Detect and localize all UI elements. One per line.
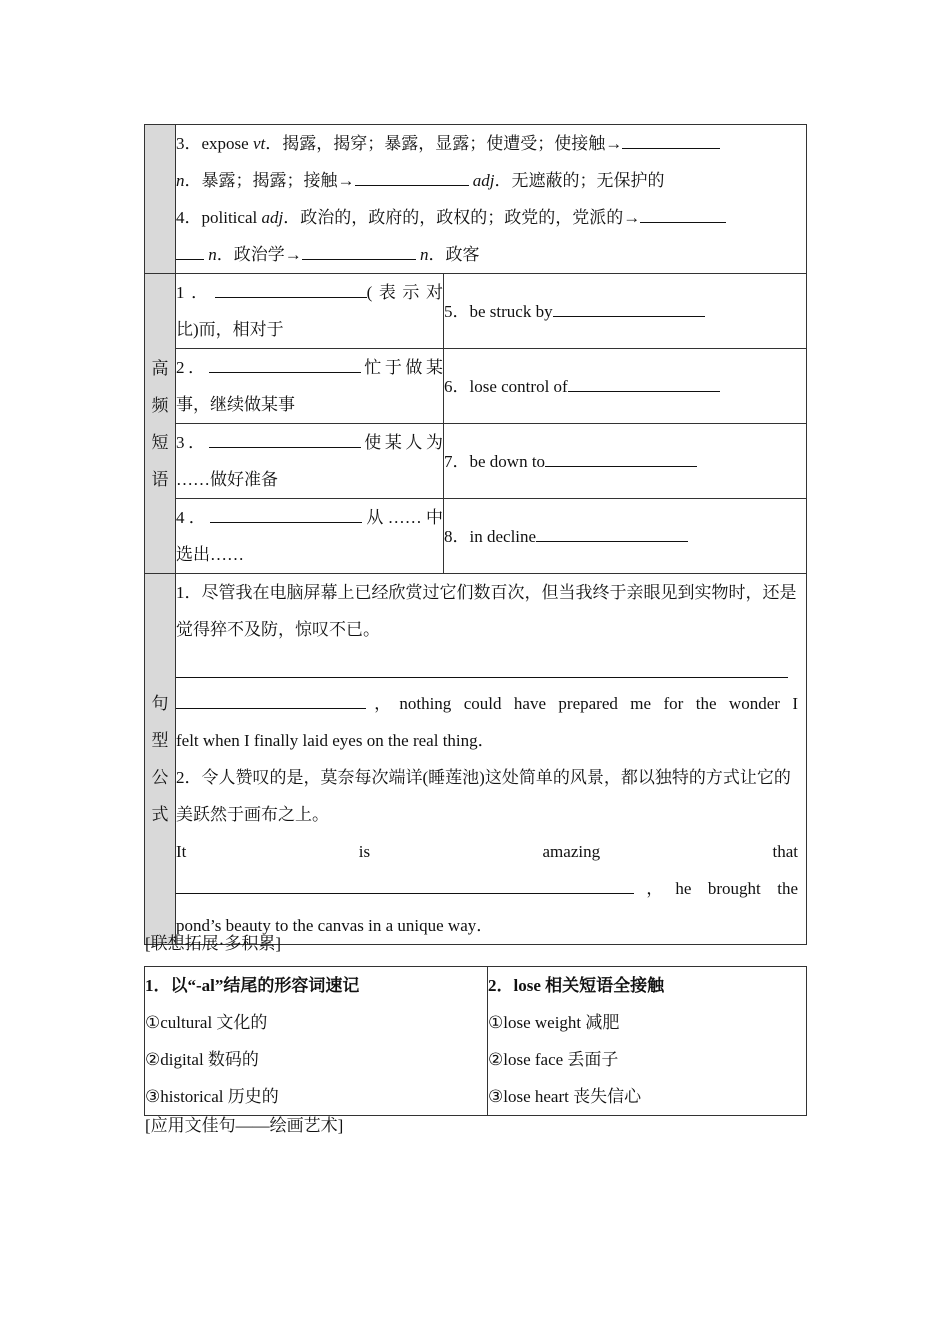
answer-blank[interactable] xyxy=(568,375,720,392)
answer-blank[interactable] xyxy=(210,506,362,523)
phrase-right-7 xyxy=(444,424,807,499)
vocab-cell xyxy=(176,125,807,274)
item-number: 4． xyxy=(176,208,202,227)
phrases-section-label xyxy=(145,274,176,574)
vocab-item-4 xyxy=(176,199,806,236)
sentence-2-chinese: 2．令人赞叹的是，莫奈每次端详(睡莲池)这处简单的风景，都以独特的方式让它的美跃然于画布之上。 xyxy=(176,768,791,824)
association-item: ①cultural 文化的 xyxy=(145,1013,268,1032)
definition: ．无遮蔽的；无保护的 xyxy=(494,171,665,190)
association-table xyxy=(144,966,807,1116)
item-number: 8． xyxy=(444,526,470,546)
vocab-item-4-cont xyxy=(176,236,806,273)
phrase-text: lose control of xyxy=(469,376,568,396)
phrase-text: in decline xyxy=(469,526,537,546)
phrase-left-1 xyxy=(176,274,444,349)
label-char: 公 xyxy=(151,768,169,787)
answer-blank[interactable] xyxy=(553,300,705,317)
association-item: ②lose face 丢面子 xyxy=(488,1050,619,1069)
part-of-speech: n xyxy=(420,245,429,264)
phrase-right-6 xyxy=(444,349,807,424)
sentence-2-english-b: pond’s beauty to the canvas in a unique way． xyxy=(176,916,494,935)
association-heading: [联想拓展·多积累] xyxy=(145,934,281,953)
answer-blank[interactable] xyxy=(209,356,361,373)
phrase-meaning-cont: 事，继续做某事 xyxy=(176,395,295,414)
phrase-right-8 xyxy=(444,499,807,574)
answer-blank[interactable] xyxy=(176,243,204,260)
phrase-meaning: 忙于做某 xyxy=(360,358,444,377)
phrase-meaning-cont: 选出…… xyxy=(176,545,244,564)
vocab-phrase-sentence-table xyxy=(144,124,807,945)
label-char: 型 xyxy=(151,731,169,750)
association-col-1 xyxy=(145,967,488,1116)
answer-blank[interactable] xyxy=(545,450,697,467)
phrase-right-5 xyxy=(444,274,807,349)
item-number: 3． xyxy=(176,134,202,153)
phrase-text: be struck by xyxy=(469,301,553,321)
definition: ．政治学→ xyxy=(216,245,302,264)
answer-blank[interactable] xyxy=(209,431,361,448)
answer-blank[interactable] xyxy=(176,877,634,894)
item-number: 2． xyxy=(176,358,209,377)
item-number: 4． xyxy=(176,508,211,527)
answer-blank[interactable] xyxy=(640,206,726,223)
answer-blank[interactable] xyxy=(622,132,720,149)
label-char: 高 xyxy=(151,358,169,378)
part-of-speech: adj xyxy=(261,208,284,227)
vocab-side-cell xyxy=(145,125,176,274)
phrase-meaning: 使某人为 xyxy=(360,433,444,452)
label-char: 短 xyxy=(151,432,169,452)
answer-blank[interactable] xyxy=(176,661,788,678)
association-col-title: 1．以“-al”结尾的形容词速记 xyxy=(145,976,360,995)
phrase-left-4 xyxy=(176,499,444,574)
part-of-speech: n xyxy=(176,171,185,190)
item-number: 5． xyxy=(444,301,470,321)
definition: ．暴露；揭露；接触→ xyxy=(184,171,355,190)
sentence-1-blank-line xyxy=(176,648,806,685)
phrase-meaning: 从……中 xyxy=(362,508,444,527)
sentence-1-english-a xyxy=(176,685,798,722)
label-char: 式 xyxy=(151,805,169,824)
vocab-word: political xyxy=(201,208,258,227)
vocab-item-3 xyxy=(176,125,806,162)
definition: ．政客 xyxy=(428,245,480,264)
association-item: ②digital 数码的 xyxy=(145,1050,259,1069)
part-of-speech: adj xyxy=(472,171,495,190)
sentence-1-chinese: 1．尽管我在电脑屏幕上已经欣赏过它们数百次，但当我终于亲眼见到实物时，还是觉得猝不及防，惊叹不已。 xyxy=(176,583,797,639)
sentence-2-english-start xyxy=(176,833,798,870)
answer-blank[interactable] xyxy=(536,525,688,542)
sentence-row xyxy=(145,574,807,945)
phrase-left-3 xyxy=(176,424,444,499)
definition: ．政治的，政府的，政权的；政党的，党派的→ xyxy=(283,208,641,227)
sentence-text: ，nothing could have prepared me for the wonder I xyxy=(366,694,798,713)
association-col-title: 2．lose 相关短语全接触 xyxy=(488,976,665,995)
vocab-item-3-cont xyxy=(176,162,806,199)
association-item: ③historical 历史的 xyxy=(145,1087,279,1106)
association-col-2 xyxy=(488,967,807,1116)
phrase-row xyxy=(145,274,807,349)
phrase-meaning-cont: 比)而，相对于 xyxy=(176,320,284,339)
answer-blank[interactable] xyxy=(215,281,367,298)
sentence-word: It xyxy=(176,842,187,861)
phrase-row xyxy=(145,499,807,574)
label-char: 句 xyxy=(151,694,169,713)
sentence-cell xyxy=(176,574,807,945)
vocab-word: expose xyxy=(201,134,249,153)
answer-blank[interactable] xyxy=(302,243,416,260)
phrase-left-2 xyxy=(176,349,444,424)
vocab-row xyxy=(145,125,807,274)
sentence-word: is xyxy=(358,842,371,861)
answer-blank[interactable] xyxy=(355,169,469,186)
association-item: ③lose heart 丧失信心 xyxy=(488,1087,642,1106)
association-item: ①lose weight 减肥 xyxy=(488,1013,620,1032)
item-number: 7． xyxy=(444,451,470,471)
sentence-text: ，he brought the xyxy=(634,879,798,898)
item-number: 1． xyxy=(176,283,215,302)
application-heading: [应用文佳句——绘画艺术] xyxy=(145,1116,344,1135)
phrase-row xyxy=(145,349,807,424)
item-number: 6． xyxy=(444,376,470,396)
phrase-text: be down to xyxy=(469,451,546,471)
definition: ．揭露，揭穿；暴露，显露；使遭受；使接触→ xyxy=(265,134,623,153)
sentences-section-label xyxy=(145,574,176,945)
phrase-meaning-cont: ……做好准备 xyxy=(176,470,278,489)
sentence-word: amazing xyxy=(542,842,601,861)
answer-blank[interactable] xyxy=(176,692,366,709)
phrase-meaning: (表示对 xyxy=(366,283,443,302)
label-char: 语 xyxy=(151,469,169,489)
phrase-row xyxy=(145,424,807,499)
item-number: 3． xyxy=(176,433,209,452)
label-char: 频 xyxy=(151,395,169,415)
part-of-speech: vt xyxy=(252,134,266,153)
sentence-1-english-b: felt when I finally laid eyes on the real thing． xyxy=(176,731,495,750)
sentence-2-english-a xyxy=(176,870,798,907)
sentence-word: that xyxy=(772,842,798,861)
part-of-speech: n xyxy=(208,245,217,264)
